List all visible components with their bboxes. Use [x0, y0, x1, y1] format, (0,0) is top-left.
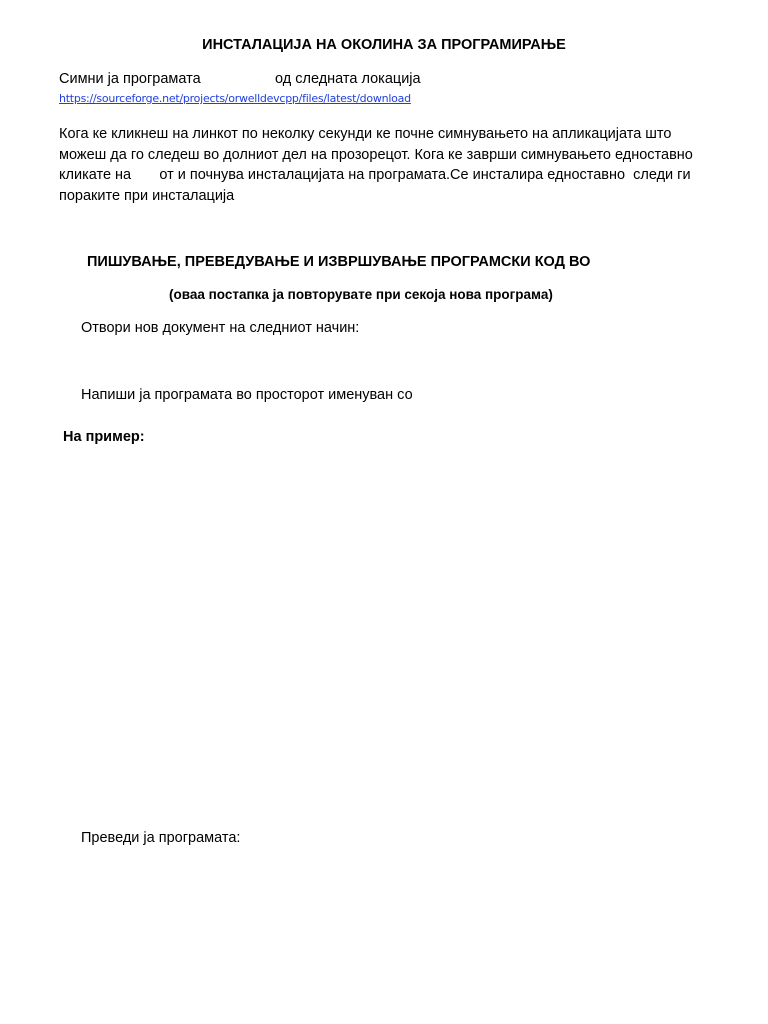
section-subheading: (оваа постапка ја повторувате при секоја нова програма): [169, 287, 553, 302]
install-paragraph-line: пораките при инсталација: [59, 187, 235, 204]
install-paragraph-line: можеш да го следеш во долниот дел на прозорецот. Кога ке заврши симнувањето едноставно: [59, 146, 693, 163]
step-compile: Преведи ја програмата:: [81, 830, 241, 846]
section-heading: ПИШУВАЊЕ, ПРЕВЕДУВАЊЕ И ИЗВРШУВАЊЕ ПРОГРАМСКИ КОД ВО: [87, 254, 591, 270]
step-write-program: Напиши ја програмата во просторот именуван со: [81, 387, 413, 403]
step-open-document: Отвори нов документ на следниот начин:: [81, 320, 360, 336]
example-label: На пример:: [63, 429, 145, 445]
install-paragraph: [59, 124, 739, 206]
download-instruction-left: Симни ја програмата: [59, 71, 201, 87]
install-paragraph-line: кликате на от и почнува инсталацијата на програмата.Се инсталира едноставно следи ги: [59, 167, 691, 183]
install-paragraph-line: Кога ке кликнеш на линкот по неколку секунди ке почне симнувањето на апликацијата што: [59, 126, 672, 142]
download-link[interactable]: https://sourceforge.net/projects/orwelldevcpp/files/latest/download: [59, 92, 411, 105]
document-title: ИНСТАЛАЦИЈА НА ОКОЛИНА ЗА ПРОГРАМИРАЊЕ: [202, 37, 566, 53]
download-instruction-right: од следната локација: [275, 71, 421, 87]
